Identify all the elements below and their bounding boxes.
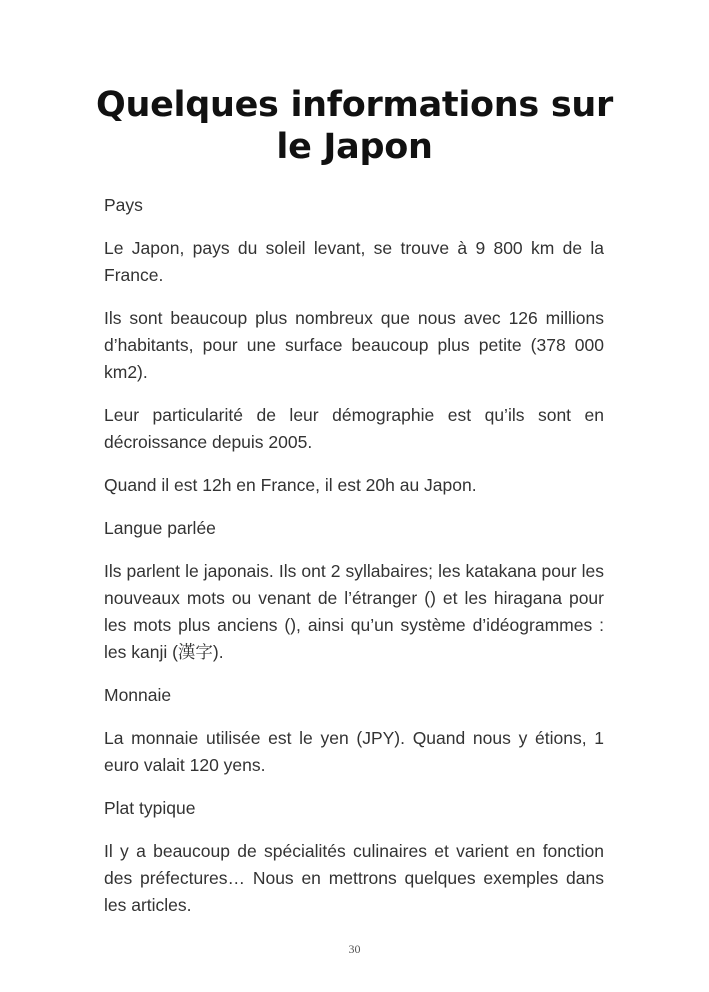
document-body: [104, 192, 604, 935]
page-number: 30: [348, 942, 361, 956]
paragraph-monnaie: La monnaie utilisée est le yen (JPY). Quand nous y étions, 1 euro valait 120 yens.: [104, 728, 604, 775]
paragraph-plat: Il y a beaucoup de spécialités culinaires et varient en fonction des préfectures… Nous en mettrons quelques exemples dans les articles.: [104, 841, 604, 915]
paragraph-distance: Le Japon, pays du soleil levant, se trouve à 9 800 km de la France.: [104, 238, 604, 285]
paragraph-population: Ils sont beaucoup plus nombreux que nous avec 126 millions d’habitants, pour une surface beaucoup plus petite (378 000 km2).: [104, 308, 604, 382]
section-heading-plat: Plat typique: [104, 798, 196, 818]
page-title-line-1: Quelques informations sur: [96, 85, 613, 125]
page-title-line-2: le Japon: [276, 127, 433, 167]
paragraph-langue: Ils parlent le japonais. Ils ont 2 syllabaires; les katakana pour les nouveaux mots ou venant de l’étranger () et les hiragana pour les mots plus anciens (), ainsi qu’un système d’idéogrammes : les kanji (漢字).: [104, 561, 604, 662]
section-heading-monnaie: Monnaie: [104, 685, 172, 705]
paragraph-demographie: Leur particularité de leur démographie est qu’ils sont en décroissance depuis 2005.: [104, 405, 604, 452]
section-heading-langue: Langue parlée: [104, 518, 216, 538]
page-title: [60, 84, 649, 168]
section-heading-pays: Pays: [104, 195, 143, 215]
paragraph-decalage-horaire: Quand il est 12h en France, il est 20h au Japon.: [104, 475, 477, 495]
